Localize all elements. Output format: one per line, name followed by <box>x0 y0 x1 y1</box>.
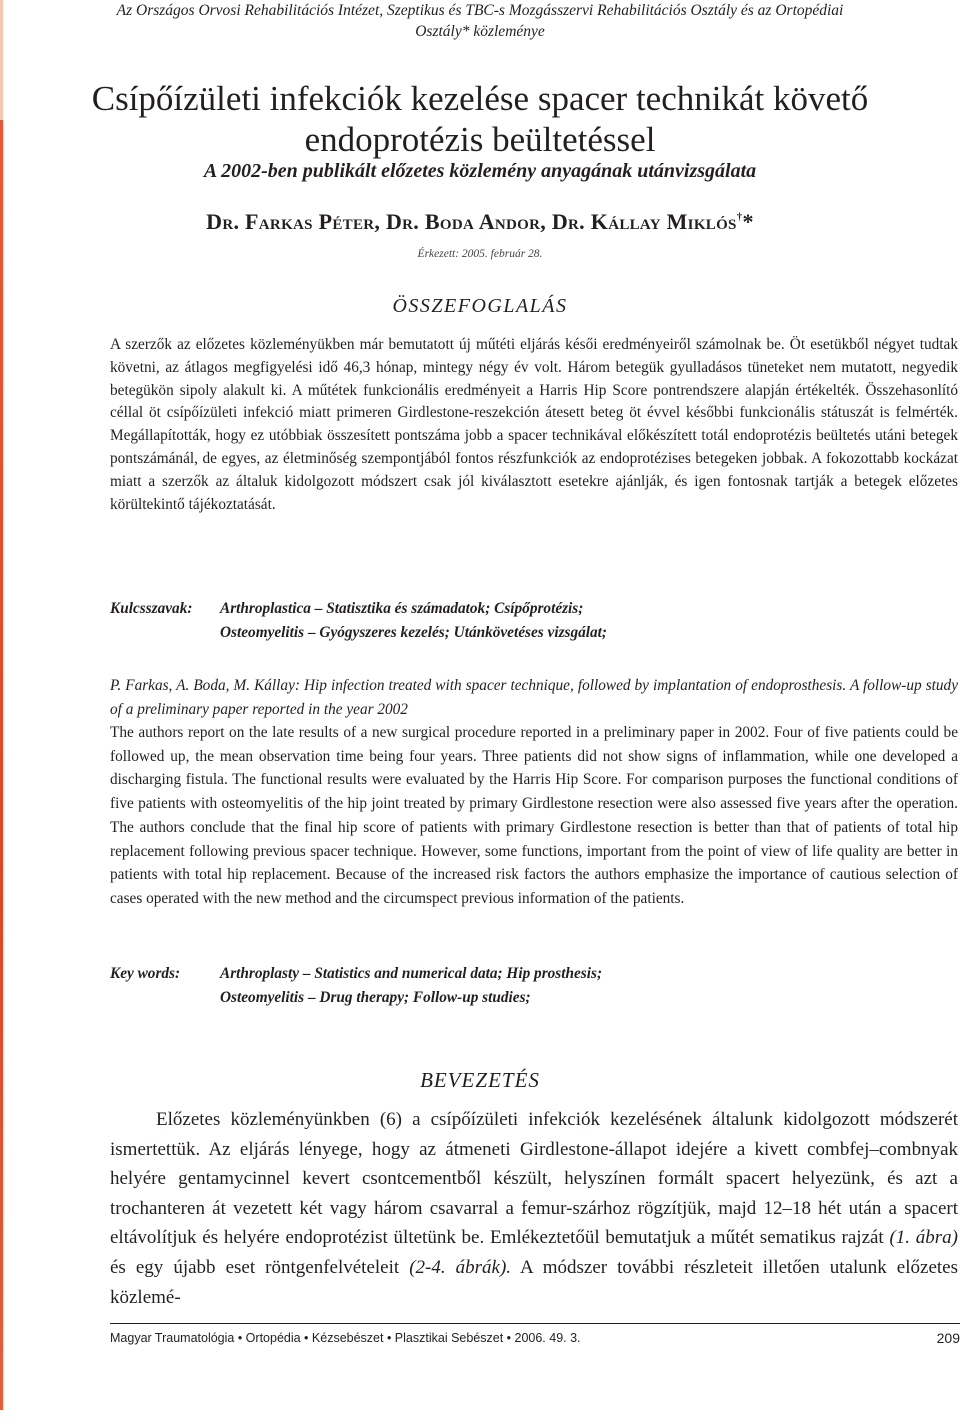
page-number: 209 <box>936 1330 960 1346</box>
journal-citation: Magyar Traumatológia • Ortopédia • Kézsebészet • Plasztikai Sebészet • 2006. 49. 3. <box>110 1331 581 1345</box>
abstract-en-text: The authors report on the late results of a new surgical procedure reported in a preliminary paper in 2002. Four of five patients could be followed up, the mean observation time being four years. Three patients did not show signs of inflammation, while one developed a discharging fistula. The functional results were evaluated by the Harris Hip Score. For comparison purposes the functional conditions of five patients with osteomyelitis of the hip joint treated by primary Girdlestone resection were also assessed five years after the operation. The authors conclude that the final hip score of patients with primary Girdlestone resection is better than that of patients of total hip replacement following previous spacer technique. However, some functions, important from the point of view of life quality are better in patients with total hip replacement. Because of the increased risk factors the authors emphasize the importance of cautious selection of cases operated with the new method and the circumspect previous information of the patients. <box>110 724 958 907</box>
keywords-en-line-1: Arthroplasty – Statistics and numerical data; Hip prosthesis; <box>220 965 603 982</box>
author-deceased-mark: † <box>736 211 743 223</box>
keywords-hu-line-2: Osteomyelitis – Gyógyszeres kezelés; Utánkövetéses vizsgálat; <box>220 623 608 641</box>
keywords-en <box>110 962 958 1009</box>
introduction-text-part-2: és egy újabb eset röntgenfelvételeit <box>110 1256 410 1278</box>
keywords-hu <box>110 597 958 644</box>
margin-accent-top <box>0 0 3 120</box>
abstract-en-title: P. Farkas, A. Boda, M. Kállay: Hip infection treated with spacer technique, followed by implantation of endoprosthesis. A follow-up study of a preliminary paper reported in the year 2002 <box>110 677 958 718</box>
keywords-en-line-2: Osteomyelitis – Drug therapy; Follow-up studies; <box>220 988 531 1006</box>
author-names: Dr. Farkas Péter, Dr. Boda Andor, Dr. Kállay Miklós <box>206 209 737 234</box>
introduction-text-part-1: Előzetes közleményünkben (6) a csípőízületi infekciók kezelésének általunk kidolgozott módszerét ismertettük. Az eljárás lényege, hogy az átmeneti Girdlestone-állapot idejére a kivett combfej–combnyak helyére gentamycinnel kevert csontcementből készült, helyszínen formált spacert helyezünk, és azt a trochanteren át vezetett két vagy három csavarral a femur-szárhoz rögzítjük, majd 12–18 hét után a spacert eltávolítjuk és helyére endoprotézist ültetünk be. Emlékeztetőül bemutatjuk a műtét sematikus rajzát <box>110 1109 958 1249</box>
figure-ref-2-4: (2-4. ábrák). <box>409 1256 512 1278</box>
institution-header: Az Országos Orvosi Rehabilitációs Intézet, Szeptikus és TBC-s Mozgásszervi Rehabilitációs Osztály és az Ortopédiai Osztály* közleménye <box>116 2 844 40</box>
introduction-text-part-3: A módszer további részleteit illetően utalunk előzetes közlemé- <box>110 1256 958 1308</box>
introduction-text <box>110 1105 958 1312</box>
keywords-hu-line-1: Arthroplastica – Statisztika és számadatok; Csípőprotézis; <box>220 600 584 617</box>
footer-divider <box>110 1323 960 1324</box>
author-list <box>60 203 900 236</box>
article-title: Csípőízületi infekciók kezelése spacer technikát követő endoprotézis beültetéssel <box>91 79 869 159</box>
abstract-hu-text: A szerzők az előzetes közleményükben már bemutatott új műtéti eljárás késői eredményeiről számolnak be. Öt esetükből négyet tudtak követni, az átlagos megfigyelési idő 46,3 hónap, mintegy négy év volt. Három betegük gyulladásos tüneteket nem mutatott, negyedik betegükön sipoly alakult ki. A műtétek funkcionális eredményeit a Harris Hip Score pontrendszere alapján értékelték. Összehasonlító céllal öt csípőízületi infekció miatt primeren Girdlestone-reszekción átesett beteg öt évvel későbbi funkcionális státuszát is felmérték. Megállapították, hogy ez utóbbiak összesített pontszáma jobb a spacer technikával előkészített totál endoprotézis beültetés utáni betegek pontszámánál, de egyes, az életminőség szempontjából fontos részfunkciók az endoprotézises betegeken jobbak. A fokozottabb kockázat miatt a szerzők az általuk kidolgozott módszert csak jól kiválasztott esetekre ajánlják, és igen fontosnak tartják a betegek előzetes körültekintő tájékoztatását. <box>110 336 958 513</box>
received-date: Érkezett: 2005. február 28. <box>417 248 543 260</box>
keywords-en-label: Key words: <box>110 965 181 982</box>
page-footer <box>110 1329 960 1347</box>
figure-ref-1: (1. ábra) <box>889 1227 958 1249</box>
author-affiliation-mark: * <box>742 209 754 234</box>
keywords-hu-label: Kulcsszavak: <box>110 600 193 617</box>
article-subtitle: A 2002-ben publikált előzetes közlemény anyagának utánvizsgálata <box>203 160 757 182</box>
introduction-heading: BEVEZETÉS <box>420 1068 540 1092</box>
margin-accent-bar <box>0 120 3 1410</box>
abstract-hu-heading: ÖSSZEFOGLALÁS <box>392 295 568 317</box>
